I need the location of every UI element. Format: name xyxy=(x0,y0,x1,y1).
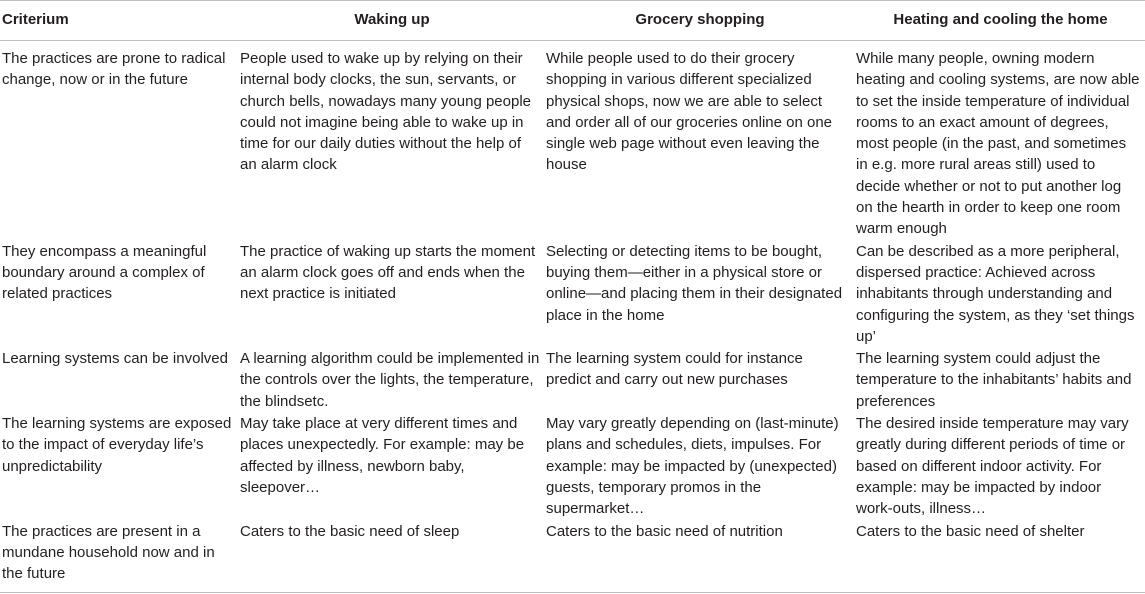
waking-up-cell: Caters to the basic need of sleep xyxy=(240,522,460,540)
header-heating-cooling: Heating and cooling the home xyxy=(893,10,1108,28)
criterium-cell: The practices are prone to radical change, now or in the future xyxy=(2,50,226,89)
table-row xyxy=(0,348,1145,413)
waking-up-cell: People used to wake up by relying on their internal body clocks, the sun, servants, or church bells, nowadays many young people could not imagine being able to wake up in time for our daily duties without the help of an alarm clock xyxy=(240,50,532,174)
waking-up-cell: May take place at very different times and places unexpectedly. For example: may be affected by illness, newborn baby, sleepover… xyxy=(240,415,525,496)
table-row xyxy=(0,41,1145,241)
table-row xyxy=(0,241,1145,348)
heating-cooling-cell: While many people, owning modern heating and cooling systems, are now able to set the inside temperature of individual rooms to an exact amount of degrees, most people (in the past, and sometimes in e.g. more rural areas still) used to decide whether or not to put another log on the hearth in order to keep one room warm enough xyxy=(856,50,1140,238)
header-grocery-shopping: Grocery shopping xyxy=(635,10,765,28)
grocery-shopping-cell: Caters to the basic need of nutrition xyxy=(546,522,783,540)
grocery-shopping-cell: The learning system could for instance predict and carry out new purchases xyxy=(546,350,803,389)
heating-cooling-cell: Can be described as a more peripheral, dispersed practice: Achieved across inhabitants through understanding and configuring the system, as they ‘set things up’ xyxy=(856,242,1135,345)
heating-cooling-cell: The desired inside temperature may vary greatly during different periods of time or based on different indoor activity. For example: may be impacted by indoor work-outs, illness… xyxy=(856,415,1129,518)
grocery-shopping-cell: May vary greatly depending on (last-minute) plans and schedules, diets, impulses. For example: may be impacted by (unexpected) guests, temporary promos in the supermarket… xyxy=(546,415,839,518)
criterium-cell: The practices are present in a mundane household now and in the future xyxy=(2,522,215,583)
table-body xyxy=(0,41,1145,593)
header-row xyxy=(0,1,1145,41)
criterium-cell: Learning systems can be involved xyxy=(2,350,228,368)
table-header xyxy=(0,1,1145,41)
criterium-cell: They encompass a meaningful boundary around a complex of related practices xyxy=(2,242,207,303)
grocery-shopping-cell: While people used to do their grocery shopping in various different specialized physical shops, now we are able to select and order all of our groceries online on one single web page without even leaving the house xyxy=(546,50,833,174)
header-waking-up: Waking up xyxy=(354,10,430,28)
heating-cooling-cell: Caters to the basic need of shelter xyxy=(856,522,1085,540)
criterium-cell: The learning systems are exposed to the impact of everyday life’s unpredictability xyxy=(2,415,232,475)
waking-up-cell: The practice of waking up starts the moment an alarm clock goes off and ends when the next practice is initiated xyxy=(240,242,536,303)
grocery-shopping-cell: Selecting or detecting items to be bought, buying them—either in a physical store or online—and placing them in their designated place in the home xyxy=(546,242,843,324)
table-row xyxy=(0,413,1145,520)
table-row xyxy=(0,521,1145,593)
header-criterium: Criterium xyxy=(2,10,69,28)
heating-cooling-cell: The learning system could adjust the temperature to the inhabitants’ habits and preferences xyxy=(856,350,1132,410)
waking-up-cell: A learning algorithm could be implemented in the controls over the lights, the temperature, the blindsetc. xyxy=(240,350,540,410)
